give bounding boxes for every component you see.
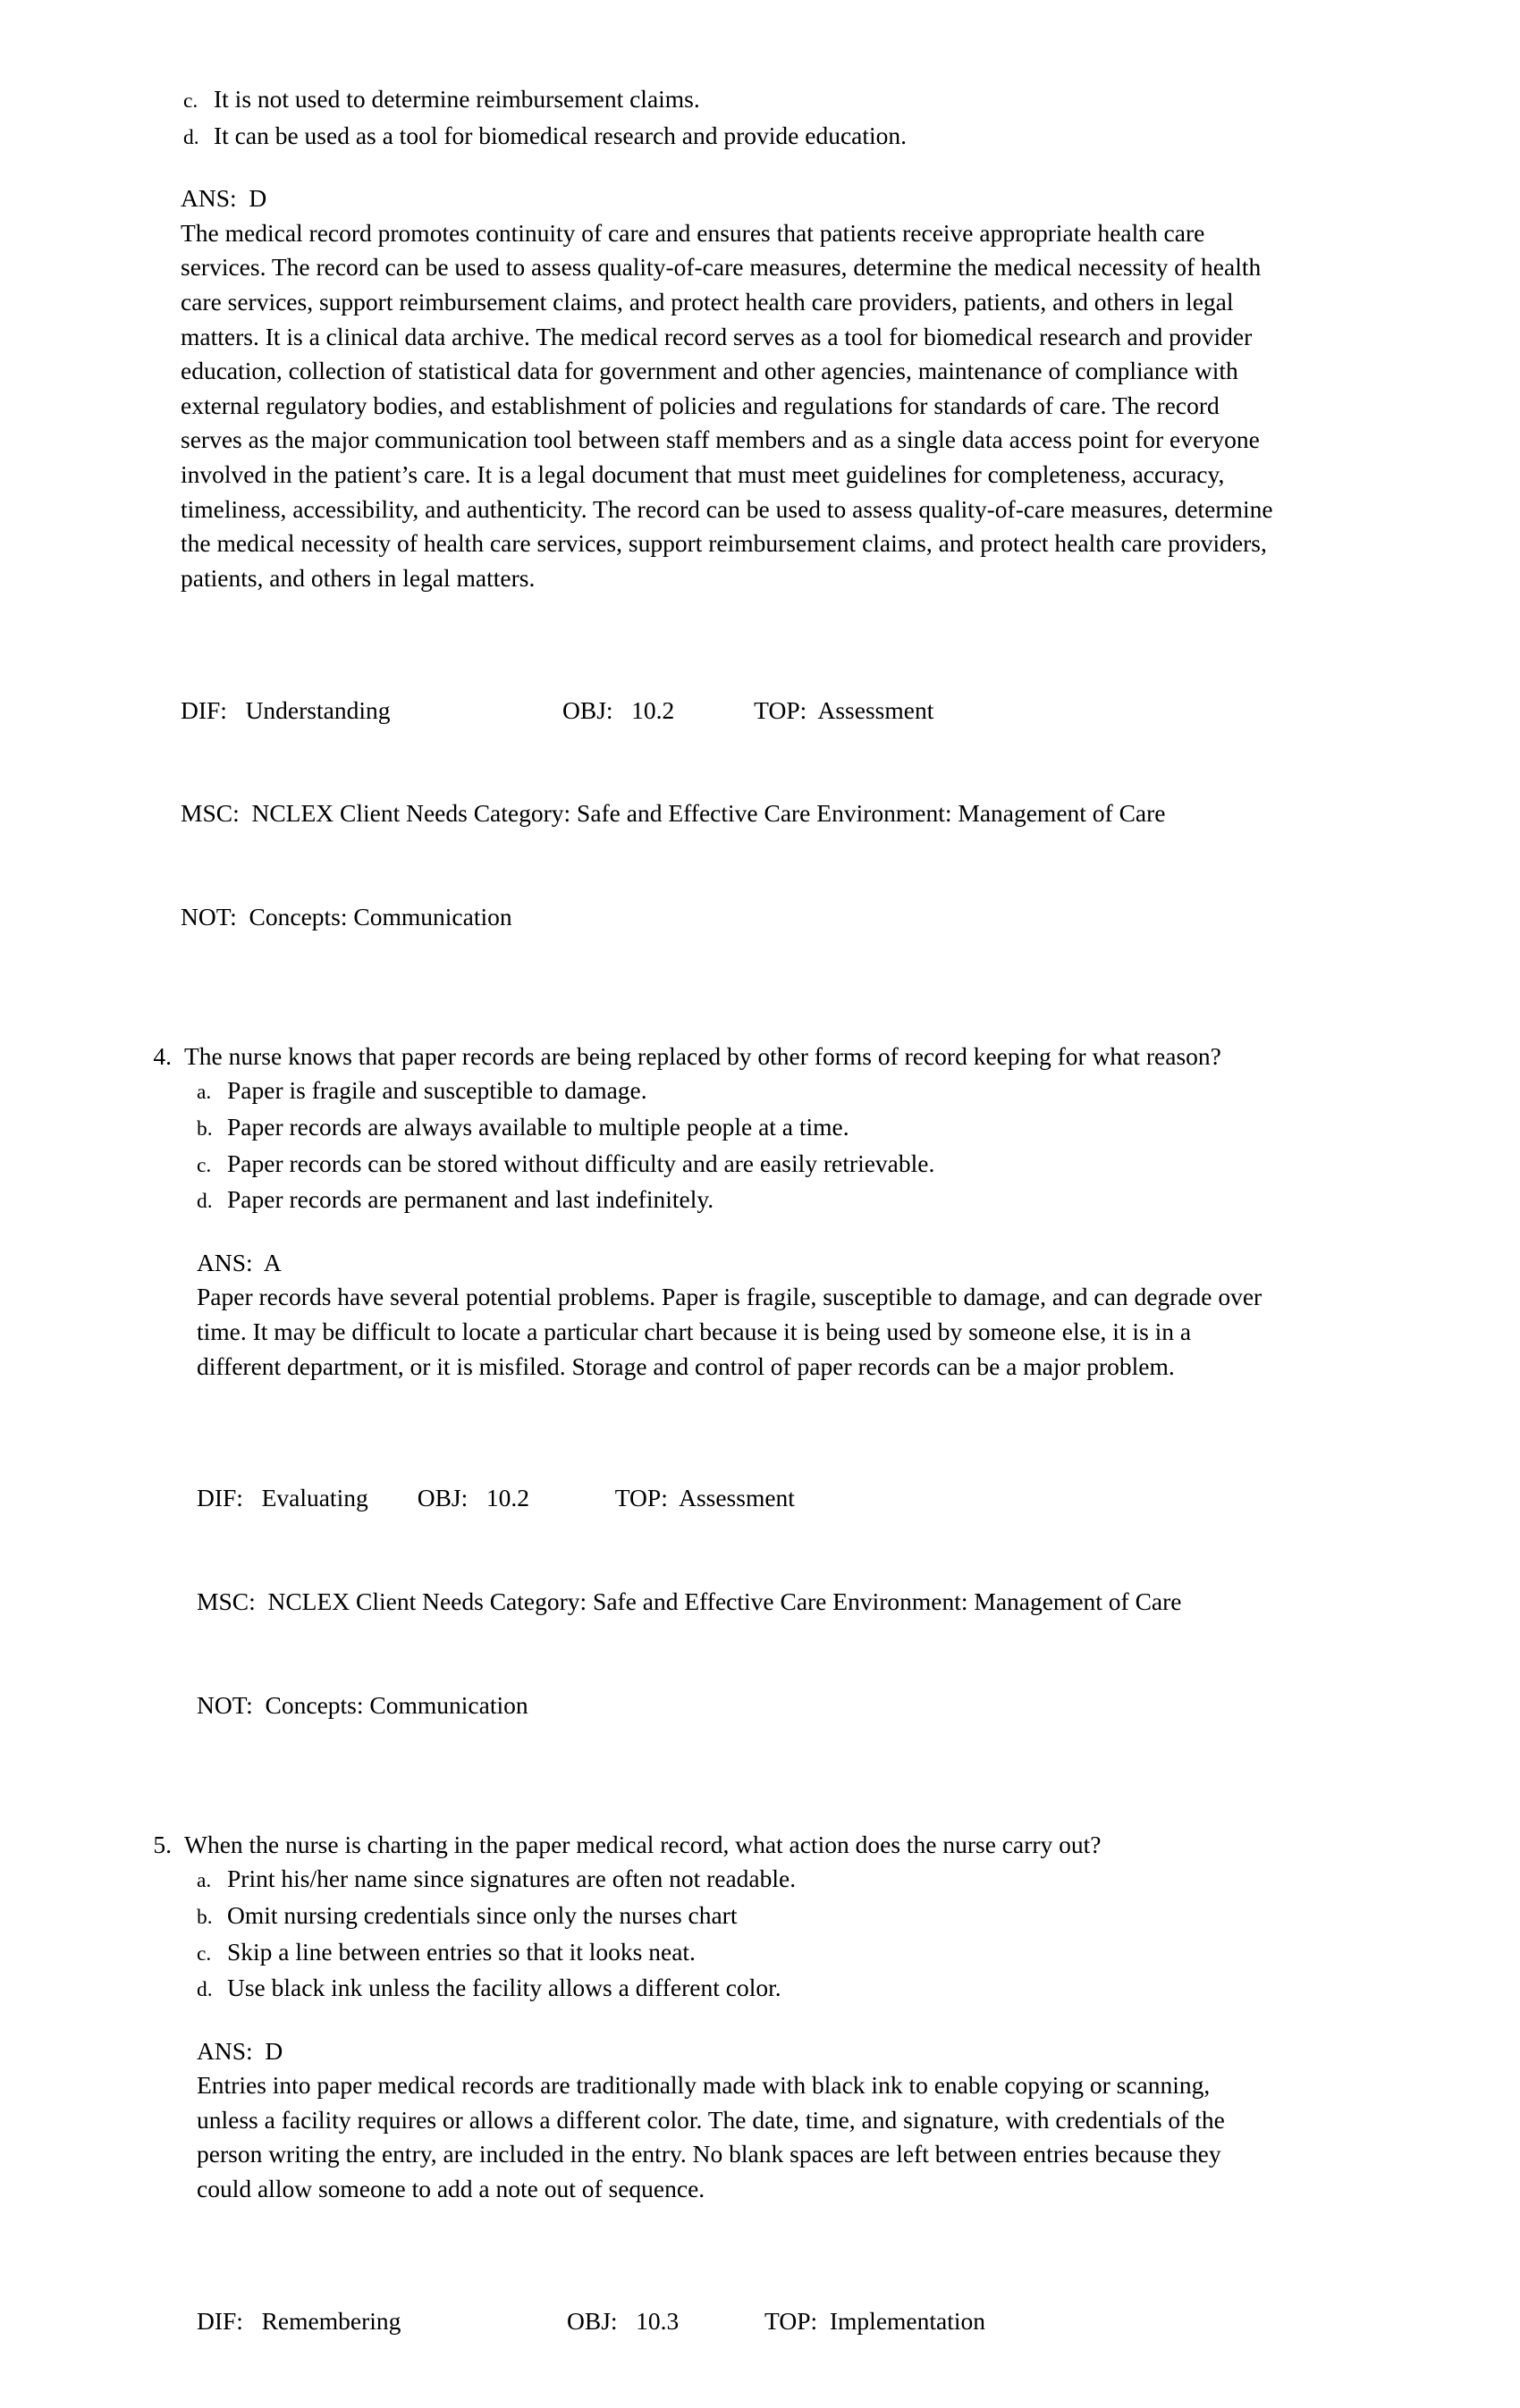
question-metadata [197,1412,1274,1792]
msc-line: MSC: NCLEX Client Needs Category: Safe and Effective Care Environment: Management of Care [181,799,1166,828]
not-line: NOT: Concepts: Communication [181,903,512,931]
question-stem: When the nurse is charting in the paper medical record, what action does the nurse carry out? [184,1830,1102,1858]
option-row [183,82,1274,119]
question-stem: The nurse knows that paper records are being replaced by other forms of record keeping for what reason? [184,1041,1221,1070]
option-text: Skip a line between entries so that it looks neat. [227,1937,696,1966]
option-row [197,1110,1274,1147]
question-number: 4. [153,1041,172,1070]
option-row [183,119,1274,156]
option-row [197,1935,1274,1972]
option-letter: d. [197,1190,213,1214]
option-letter: d. [183,125,199,149]
question-number: 5. [153,1830,172,1858]
option-letter: a. [197,1869,212,1893]
option-row [197,1862,1274,1899]
option-row [197,1073,1274,1110]
msc-line: MSC: NCLEX Client Needs Category: Safe and Effective Care Environment: Management of Care [197,1587,1182,1616]
option-letter: c. [197,1153,212,1177]
answer-block [197,1246,1274,1384]
rationale-text: Entries into paper medical records are traditionally made with black ink to enable copying or scanning, unless a facility requires or allows a different color. The date, time, and signature, with credentials of the person writing the entry, are included in the entry. No blank spaces are left between entries because they could allow someone to add a note out of sequence. [197,2071,1225,2203]
document-body [134,82,1274,2408]
not-line: NOT: Concepts: Communication [197,1690,528,1719]
option-letter: b. [197,1117,213,1141]
answer-block [181,181,1274,595]
option-row [197,1899,1274,1935]
question-metadata [181,624,1274,1004]
option-row [197,1183,1274,1219]
option-row [197,1147,1274,1183]
dif-obj-top-line: DIF: Understanding OBJ: 10.2 TOP: Assessment [181,695,934,724]
option-letter: c. [197,1941,212,1966]
answer-block [197,2034,1274,2207]
continued-question-options [183,82,1274,155]
option-text: Paper records are always available to multiple people at a time. [227,1113,849,1141]
question-options [197,1073,1274,1218]
option-text: It is not used to determine reimbursement claims. [214,85,700,113]
option-letter: b. [197,1905,213,1929]
option-text: Print his/her name since signatures are often not readable. [227,1865,797,1893]
answer-label: ANS: D [197,2036,283,2065]
question-5 [150,1828,1274,2408]
option-letter: c. [183,89,198,113]
dif-obj-top-line: DIF: Evaluating OBJ: 10.2 TOP: Assessment [197,1484,795,1512]
question-metadata [197,2235,1274,2408]
question-4 [150,1040,1274,1792]
question-options [197,1862,1274,2007]
option-text: Omit nursing credentials since only the nurses chart [227,1900,738,1929]
dif-obj-top-line: DIF: Remembering OBJ: 10.3 TOP: Implementation [197,2306,986,2335]
question-heading [150,1040,1274,1074]
option-text: Use black ink unless the facility allows a different color. [227,1974,781,2002]
rationale-text: Paper records have several potential problems. Paper is fragile, susceptible to damage, and can degrade over time. It may be difficult to locate a particular chart because it is being used by someone else, it is in a different department, or it is misfiled. Storage and control of paper records can be a major problem. [197,1283,1262,1380]
rationale-text: The medical record promotes continuity of care and ensures that patients receive appropriate health care services. The record can be used to assess quality-of-care measures, determine the medical necessity of health care services, support reimbursement claims, and protect health care providers, patients, and others in legal matters. It is a clinical data archive. The medical record serves as a tool for biomedical research and provider education, collection of statistical data for government and other agencies, maintenance of compliance with external regulatory bodies, and establishment of policies and regulations for standards of care. The record serves as the major communication tool between staff members and as a single data access point for everyone involved in the patient’s care. It is a legal document that must meet guidelines for completeness, accuracy, timeliness, accessibility, and authenticity. The record can be used to assess quality-of-care measures, determine the medical necessity of health care services, support reimbursement claims, and protect health care providers, patients, and others in legal matters. [181,218,1273,592]
option-text: It can be used as a tool for biomedical research and provide education. [214,121,908,149]
option-letter: d. [197,1978,213,2002]
question-heading [150,1828,1274,1863]
option-letter: a. [197,1081,212,1105]
option-text: Paper records are permanent and last indefinitely. [227,1185,714,1214]
option-text: Paper is fragile and susceptible to damage. [227,1076,647,1105]
answer-label: ANS: D [181,184,267,213]
answer-label: ANS: A [197,1248,282,1276]
option-text: Paper records can be stored without difficulty and are easily retrievable. [227,1149,935,1177]
option-row [197,1971,1274,2008]
